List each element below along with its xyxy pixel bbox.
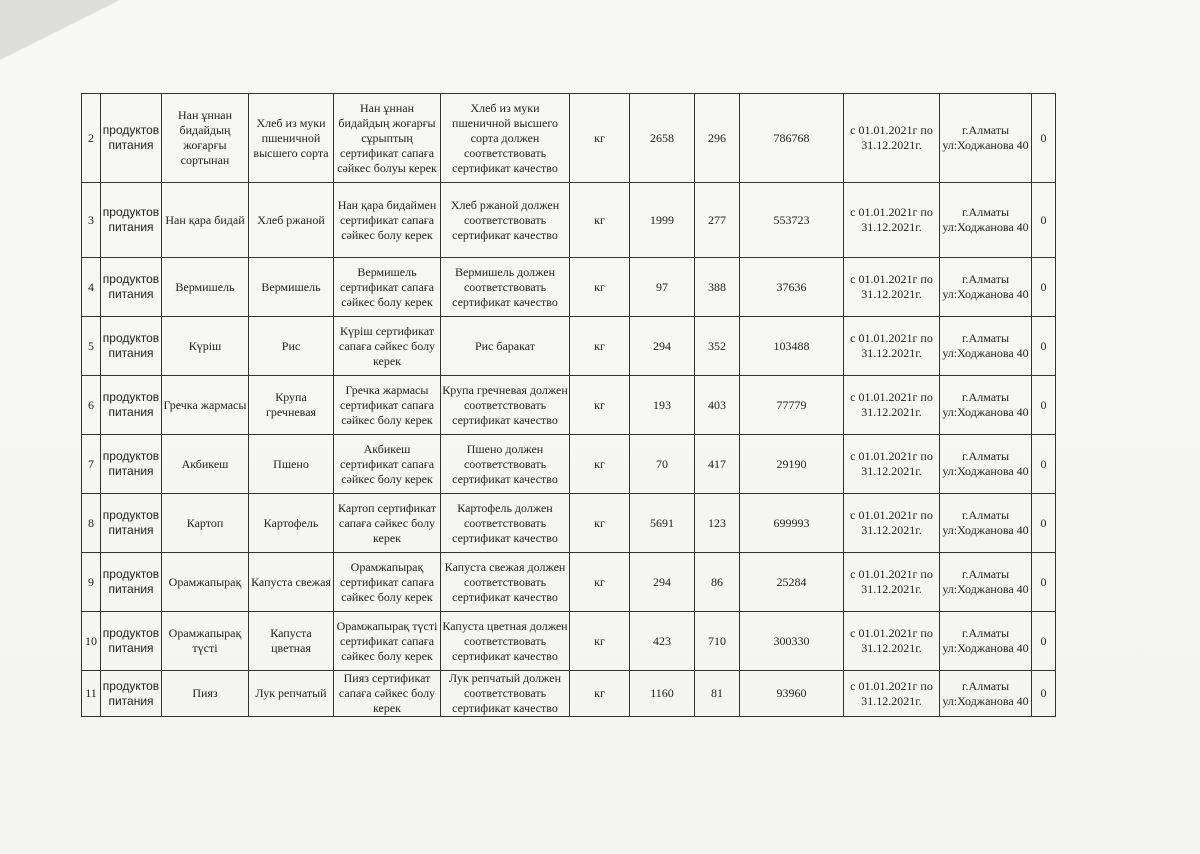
requirement-ru-cell: Капуста свежая должен соответствовать сертификат качество: [441, 553, 570, 612]
requirement-ru-cell: Капуста цветная должен соответствовать сертификат качество: [441, 612, 570, 671]
row-number: 2: [82, 94, 101, 183]
row-number: 8: [82, 494, 101, 553]
table-row: [82, 494, 1056, 553]
address-cell: г.Алматы ул:Ходжанова 40: [940, 494, 1032, 553]
requirement-kz-cell: Пияз сертификат сапаға сәйкес болу керек: [334, 671, 441, 717]
row-number: 3: [82, 183, 101, 258]
period-cell: с 01.01.2021г по 31.12.2021г.: [844, 671, 940, 717]
requirement-kz-cell: Картоп сертификат сапаға сәйкес болу керек: [334, 494, 441, 553]
name-ru-cell: Лук репчатый: [249, 671, 334, 717]
name-ru-cell: Капуста свежая: [249, 553, 334, 612]
name-ru-cell: Рис: [249, 317, 334, 376]
row-number: 10: [82, 612, 101, 671]
category-cell: продуктов питания: [101, 671, 162, 717]
quantity-cell: 423: [630, 612, 695, 671]
table-row: [82, 435, 1056, 494]
address-cell: г.Алматы ул:Ходжанова 40: [940, 317, 1032, 376]
period-cell: с 01.01.2021г по 31.12.2021г.: [844, 183, 940, 258]
unit-cell: кг: [570, 435, 630, 494]
period-cell: с 01.01.2021г по 31.12.2021г.: [844, 612, 940, 671]
category-cell: продуктов питания: [101, 94, 162, 183]
requirement-ru-cell: Вермишель должен соответствовать сертификат качество: [441, 258, 570, 317]
address-cell: г.Алматы ул:Ходжанова 40: [940, 553, 1032, 612]
price-cell: 417: [695, 435, 740, 494]
category-cell: продуктов питания: [101, 376, 162, 435]
total-cell: 77779: [740, 376, 844, 435]
quantity-cell: 294: [630, 553, 695, 612]
requirement-kz-cell: Орамжапырақ сертификат сапаға сәйкес болу керек: [334, 553, 441, 612]
quantity-cell: 70: [630, 435, 695, 494]
requirement-kz-cell: Акбикеш сертификат сапаға сәйкес болу керек: [334, 435, 441, 494]
requirement-ru-cell: Пшено должен соответствовать сертификат качество: [441, 435, 570, 494]
name-ru-cell: Хлеб ржаной: [249, 183, 334, 258]
name-ru-cell: Капуста цветная: [249, 612, 334, 671]
requirement-ru-cell: Хлеб из муки пшеничной высшего сорта должен соответствовать сертификат качество: [441, 94, 570, 183]
extra-cell: 0: [1032, 94, 1056, 183]
quantity-cell: 5691: [630, 494, 695, 553]
category-cell: продуктов питания: [101, 494, 162, 553]
category-cell: продуктов питания: [101, 435, 162, 494]
total-cell: 553723: [740, 183, 844, 258]
name-kz-cell: Гречка жармасы: [162, 376, 249, 435]
period-cell: с 01.01.2021г по 31.12.2021г.: [844, 258, 940, 317]
name-ru-cell: Пшено: [249, 435, 334, 494]
unit-cell: кг: [570, 612, 630, 671]
price-cell: 123: [695, 494, 740, 553]
category-cell: продуктов питания: [101, 553, 162, 612]
unit-cell: кг: [570, 553, 630, 612]
price-cell: 277: [695, 183, 740, 258]
period-cell: с 01.01.2021г по 31.12.2021г.: [844, 376, 940, 435]
unit-cell: кг: [570, 258, 630, 317]
total-cell: 93960: [740, 671, 844, 717]
name-ru-cell: Картофель: [249, 494, 334, 553]
period-cell: с 01.01.2021г по 31.12.2021г.: [844, 494, 940, 553]
category-cell: продуктов питания: [101, 612, 162, 671]
scan-fold-shadow: [0, 0, 120, 60]
address-cell: г.Алматы ул:Ходжанова 40: [940, 94, 1032, 183]
row-number: 4: [82, 258, 101, 317]
price-cell: 81: [695, 671, 740, 717]
unit-cell: кг: [570, 671, 630, 717]
requirement-ru-cell: Крупа гречневая должен соответствовать сертификат качество: [441, 376, 570, 435]
requirement-ru-cell: Картофель должен соответствовать сертификат качество: [441, 494, 570, 553]
unit-cell: кг: [570, 94, 630, 183]
address-cell: г.Алматы ул:Ходжанова 40: [940, 612, 1032, 671]
name-kz-cell: Орамжапырақ түсті: [162, 612, 249, 671]
requirement-kz-cell: Күріш сертификат сапаға сәйкес болу керек: [334, 317, 441, 376]
unit-cell: кг: [570, 494, 630, 553]
quantity-cell: 1999: [630, 183, 695, 258]
name-kz-cell: Акбикеш: [162, 435, 249, 494]
requirement-ru-cell: Рис баракат: [441, 317, 570, 376]
total-cell: 786768: [740, 94, 844, 183]
table-row: [82, 376, 1056, 435]
table-row: [82, 94, 1056, 183]
row-number: 6: [82, 376, 101, 435]
name-ru-cell: Крупа гречневая: [249, 376, 334, 435]
name-kz-cell: Нан ұннан бидайдың жоғарғы сортынан: [162, 94, 249, 183]
total-cell: 300330: [740, 612, 844, 671]
unit-cell: кг: [570, 376, 630, 435]
address-cell: г.Алматы ул:Ходжанова 40: [940, 671, 1032, 717]
extra-cell: 0: [1032, 317, 1056, 376]
row-number: 7: [82, 435, 101, 494]
table-row: [82, 671, 1056, 717]
extra-cell: 0: [1032, 612, 1056, 671]
period-cell: с 01.01.2021г по 31.12.2021г.: [844, 435, 940, 494]
category-cell: продуктов питания: [101, 317, 162, 376]
total-cell: 37636: [740, 258, 844, 317]
name-kz-cell: Пияз: [162, 671, 249, 717]
extra-cell: 0: [1032, 435, 1056, 494]
period-cell: с 01.01.2021г по 31.12.2021г.: [844, 317, 940, 376]
total-cell: 29190: [740, 435, 844, 494]
quantity-cell: 193: [630, 376, 695, 435]
extra-cell: 0: [1032, 553, 1056, 612]
table-row: [82, 183, 1056, 258]
address-cell: г.Алматы ул:Ходжанова 40: [940, 183, 1032, 258]
requirement-ru-cell: Хлеб ржаной должен соответствовать сертификат качество: [441, 183, 570, 258]
name-ru-cell: Хлеб из муки пшеничной высшего сорта: [249, 94, 334, 183]
total-cell: 699993: [740, 494, 844, 553]
price-cell: 388: [695, 258, 740, 317]
unit-cell: кг: [570, 317, 630, 376]
total-cell: 25284: [740, 553, 844, 612]
requirement-ru-cell: Лук репчатый должен соответствовать сертификат качество: [441, 671, 570, 717]
row-number: 11: [82, 671, 101, 717]
name-kz-cell: Күріш: [162, 317, 249, 376]
period-cell: с 01.01.2021г по 31.12.2021г.: [844, 94, 940, 183]
table-row: [82, 553, 1056, 612]
extra-cell: 0: [1032, 671, 1056, 717]
name-kz-cell: Орамжапырақ: [162, 553, 249, 612]
address-cell: г.Алматы ул:Ходжанова 40: [940, 376, 1032, 435]
row-number: 5: [82, 317, 101, 376]
quantity-cell: 2658: [630, 94, 695, 183]
requirement-kz-cell: Нан қара бидаймен сертификат сапаға сәйкес болу керек: [334, 183, 441, 258]
price-cell: 352: [695, 317, 740, 376]
address-cell: г.Алматы ул:Ходжанова 40: [940, 435, 1032, 494]
name-ru-cell: Вермишель: [249, 258, 334, 317]
requirement-kz-cell: Нан ұннан бидайдың жоғарғы сұрыптың сертификат сапаға сәйкес болуы керек: [334, 94, 441, 183]
name-kz-cell: Вермишель: [162, 258, 249, 317]
price-cell: 296: [695, 94, 740, 183]
extra-cell: 0: [1032, 376, 1056, 435]
name-kz-cell: Нан қара бидай: [162, 183, 249, 258]
extra-cell: 0: [1032, 183, 1056, 258]
quantity-cell: 294: [630, 317, 695, 376]
table-row: [82, 612, 1056, 671]
price-cell: 86: [695, 553, 740, 612]
price-cell: 710: [695, 612, 740, 671]
quantity-cell: 1160: [630, 671, 695, 717]
category-cell: продуктов питания: [101, 258, 162, 317]
table-row: [82, 258, 1056, 317]
address-cell: г.Алматы ул:Ходжанова 40: [940, 258, 1032, 317]
unit-cell: кг: [570, 183, 630, 258]
row-number: 9: [82, 553, 101, 612]
total-cell: 103488: [740, 317, 844, 376]
name-kz-cell: Картоп: [162, 494, 249, 553]
quantity-cell: 97: [630, 258, 695, 317]
procurement-table: [81, 93, 1056, 717]
category-cell: продуктов питания: [101, 183, 162, 258]
requirement-kz-cell: Гречка жармасы сертификат сапаға сәйкес болу керек: [334, 376, 441, 435]
table-row: [82, 317, 1056, 376]
extra-cell: 0: [1032, 494, 1056, 553]
requirement-kz-cell: Вермишель сертификат сапаға сәйкес болу керек: [334, 258, 441, 317]
period-cell: с 01.01.2021г по 31.12.2021г.: [844, 553, 940, 612]
requirement-kz-cell: Орамжапырақ түсті сертификат сапаға сәйкес болу керек: [334, 612, 441, 671]
price-cell: 403: [695, 376, 740, 435]
extra-cell: 0: [1032, 258, 1056, 317]
